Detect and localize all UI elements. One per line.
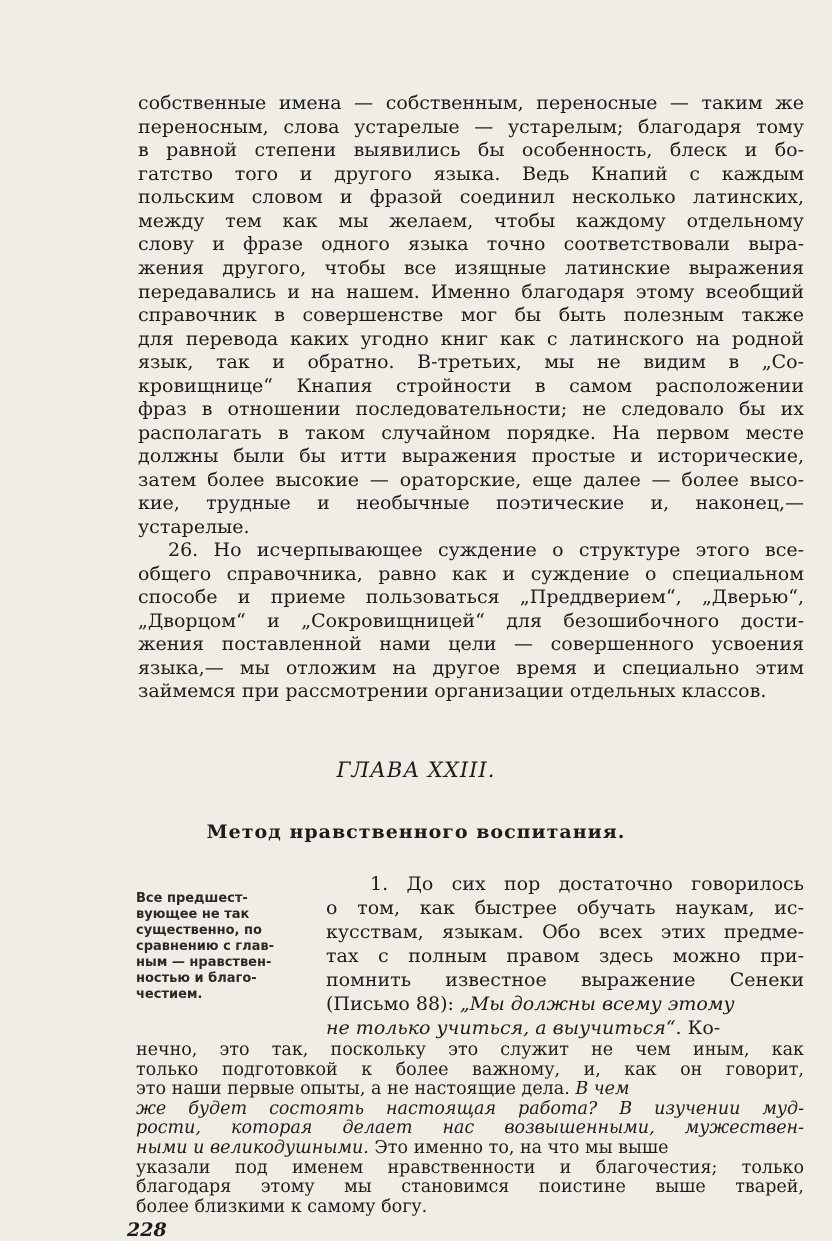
- quote-span: „Мы должны всему этому: [459, 993, 735, 1015]
- side-note-line: вующее не так: [136, 907, 250, 922]
- text-line: справочник в совершенстве мог бы быть полезным также: [138, 304, 804, 326]
- text-line: общего справочника, равно как и суждение о специальном: [138, 563, 804, 585]
- text-line: польским словом и фразой соединил несколько латинских,: [138, 186, 804, 208]
- text-line: помнить известное выражение Сенеки: [326, 969, 804, 991]
- text-span: это наши первые опыты, а не настоящие дела.: [136, 1079, 576, 1100]
- text-line: слову и фразе одного языка точно соответствовали выра-: [138, 233, 804, 255]
- text-line: жения поставленной нами цели — совершенного усвоения: [138, 633, 804, 655]
- side-note-line: Все предшест-: [136, 891, 248, 906]
- text-line: в равной степени выявились бы особенность, блеск и бо-: [138, 139, 804, 161]
- text-line: [136, 1080, 630, 1099]
- text-line: 1. До сих пор достаточно говорилось: [370, 873, 804, 895]
- side-note-line: ностью и благо-: [136, 971, 257, 986]
- text-line: жения другого, чтобы все изящные латинские выражения: [138, 257, 804, 279]
- quote-span: В чем: [575, 1079, 630, 1100]
- text-line: нечно, это так, поскольку это служит не чем иным, как: [136, 1040, 804, 1060]
- side-note-line: сравнению с глав-: [136, 939, 275, 954]
- text-line: кровищнице“ Кнапия стройности в самом расположении: [138, 375, 804, 397]
- page-number: 228: [127, 1219, 167, 1241]
- text-line: для перевода каких угодно книг как с латинского на родной: [138, 328, 804, 350]
- chapter-title: ГЛАВА XXIII.: [336, 758, 496, 782]
- text-line: [326, 992, 735, 1016]
- quote-span: ными и великодушными.: [136, 1138, 369, 1158]
- text-line: затем более высокие — ораторские, еще далее — более высо-: [138, 469, 804, 491]
- chapter-subtitle: Метод нравственного воспитания.: [206, 821, 626, 843]
- text-line: фраз в отношении последовательности; не следовало бы их: [138, 398, 804, 420]
- text-span: (Письмо 88):: [326, 993, 460, 1015]
- text-line: устарелые.: [138, 516, 250, 538]
- text-line: 26. Но исчерпывающее суждение о структуре этого все-: [168, 539, 804, 561]
- text-line: „Дворцом“ и „Сокровищницей“ для безошибочного дости-: [138, 610, 804, 632]
- text-line: кусствам, языкам. Обо всех этих предме-: [326, 921, 804, 943]
- text-line: займемся при рассмотрении организации отдельных классов.: [138, 680, 767, 702]
- text-span: Это именно то, на что мы выше: [368, 1138, 669, 1158]
- text-span: . Ко-: [675, 1017, 721, 1039]
- text-line: более близкими к самому богу.: [136, 1196, 428, 1217]
- text-line: рости, которая делает нас возвышенными, мужествен-: [136, 1118, 804, 1139]
- quote-span: не только учиться, а выучиться“: [326, 1017, 676, 1039]
- text-line: должны были бы итти выражения простые и исторические,: [138, 445, 804, 467]
- text-line: [326, 1016, 720, 1040]
- side-note-line: честием.: [136, 987, 203, 1002]
- text-line: между тем как мы желаем, чтобы каждому отдельному: [138, 210, 804, 232]
- side-note-line: существенно, по: [136, 923, 262, 938]
- text-line: тах с полным правом здесь можно при-: [326, 945, 804, 967]
- text-line: передавались и на нашем. Именно благодаря этому всеобщий: [138, 281, 804, 303]
- text-line: кие, трудные и необычные поэтические и, наконец,—: [138, 492, 804, 514]
- text-line: переносным, слова устарелые — устарелым; благодаря тому: [138, 116, 804, 138]
- text-line: собственные имена — собственным, переносные — таким же: [138, 92, 804, 114]
- text-line: же будет состоять настоящая работа? В изучении муд-: [136, 1098, 804, 1119]
- text-line: языка,— мы отложим на другое время и специально этим: [138, 657, 804, 679]
- text-line: указали под именем нравственности и благочестия; только: [136, 1157, 804, 1178]
- text-line: [136, 1139, 669, 1158]
- text-line: о том, как быстрее обучать наукам, ис-: [326, 897, 804, 919]
- text-line: располагать в таком случайном порядке. На первом месте: [138, 422, 804, 444]
- text-line: способе и приеме пользоваться „Преддверием“, „Дверью“,: [138, 586, 804, 608]
- text-line: гатство того и другого языка. Ведь Кнапий с каждым: [138, 163, 804, 185]
- text-line: язык, так и обратно. В-третьих, мы не видим в „Со-: [138, 351, 804, 373]
- text-line: только подготовкой к более важному, и, как он говорит,: [136, 1059, 804, 1080]
- side-note-line: ным — нравствен-: [136, 955, 272, 970]
- text-line: благодаря этому мы становимся поистине выше тварей,: [136, 1177, 804, 1198]
